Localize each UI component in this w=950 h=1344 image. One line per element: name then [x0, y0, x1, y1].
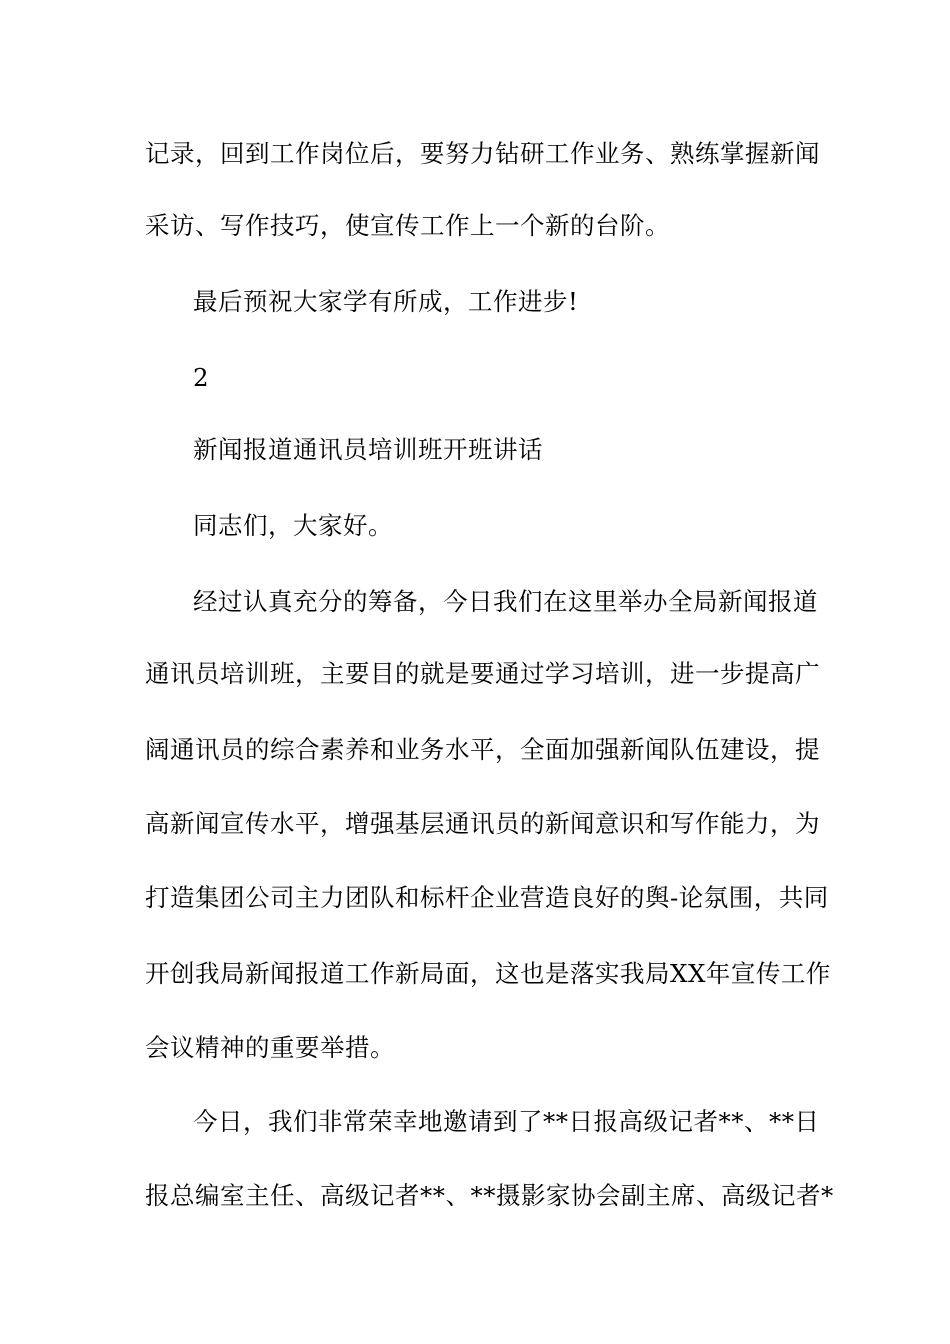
paragraph-line: 阔通讯员的综合素养和业务水平，全面加强新闻队伍建设，提 [145, 735, 820, 764]
paragraph-line: 高新闻宣传水平，增强基层通讯员的新闻意识和写作能力，为 [145, 809, 820, 838]
paragraph-line: 开创我局新闻报道工作新局面，这也是落实我局XX年宣传工作 [145, 959, 831, 988]
paragraph-line: 采访、写作技巧，使宣传工作上一个新的台阶。 [145, 211, 670, 240]
paragraph-line: 报总编室主任、高级记者**、**摄影家协会副主席、高级记者* [145, 1181, 834, 1210]
paragraph-line: 打造集团公司主力团队和标杆企业营造良好的舆-论氛围，共同 [145, 883, 829, 912]
speech-title: 新闻报道通讯员培训班开班讲话 [193, 435, 543, 464]
closing-wish: 最后预祝大家学有所成，工作进步! [193, 287, 579, 316]
paragraph-line: 经过认真充分的筹备，今日我们在这里举办全局新闻报道 [193, 587, 818, 616]
paragraph-line: 今日，我们非常荣幸地邀请到了**日报高级记者**、**日 [193, 1107, 820, 1136]
paragraph-line: 通讯员培训班，主要目的就是要通过学习培训，进一步提高广 [145, 659, 820, 688]
paragraph-line: 记录，回到工作岗位后，要努力钻研工作业务、熟练掌握新闻 [145, 139, 820, 168]
section-number: 2 [193, 363, 210, 392]
paragraph-line: 会议精神的重要举措。 [145, 1033, 395, 1062]
greeting: 同志们，大家好。 [193, 511, 393, 540]
